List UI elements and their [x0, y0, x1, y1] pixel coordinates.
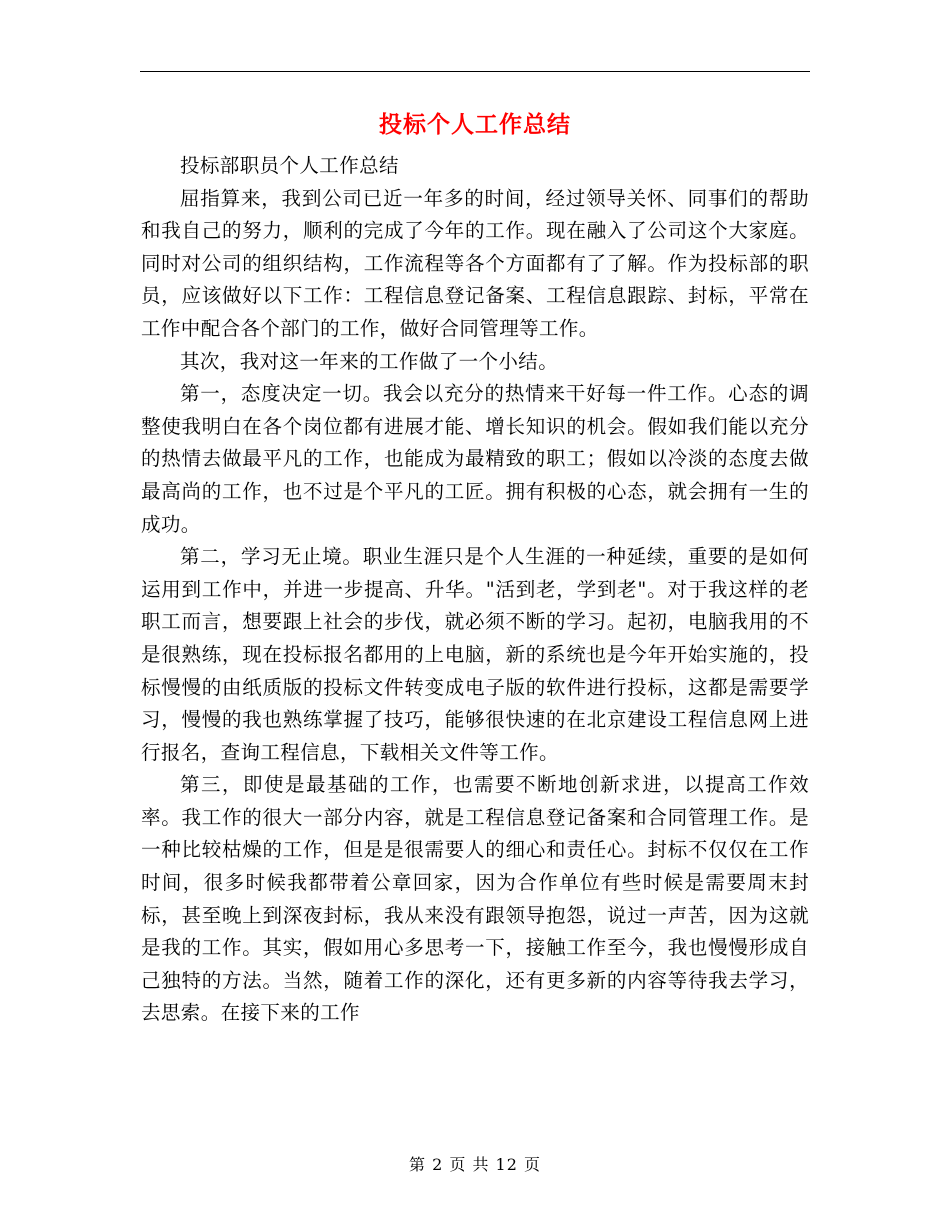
paragraph-point-one: 第一，态度决定一切。我会以充分的热情来干好每一件工作。心态的调整使我明白在各个岗位都有进展才能、增长知识的机会。假如我们能以充分的热情去做最平凡的工作，也能成为最精致的职工；假如以冷淡的态度去做最高尚的工作，也不过是个平凡的工匠。拥有积极的心态，就会拥有一生的成功。 [141, 382, 809, 536]
header-rule [140, 71, 810, 72]
page-number-footer: 第 2 页 共 12 页 [409, 1155, 541, 1174]
paragraph-summary-lead: 其次，我对这一年来的工作做了一个小结。 [180, 349, 559, 373]
document-body [141, 150, 809, 1030]
paragraph-point-three: 第三，即使是最基础的工作，也需要不断地创新求进，以提高工作效率。我工作的很大一部分内容，就是工程信息登记备案和合同管理工作。是一种比较枯燥的工作，但是是很需要人的细心和责任心。封标不仅仅在工作时间，很多时候我都带着公章回家，因为合作单位有些时候是需要周末封标，甚至晚上到深夜封标，我从来没有跟领导抱怨，说过一声苦，因为这就是我的工作。其实，假如用心多思考一下，接触工作至今，我也慢慢形成自己独特的方法。当然，随着工作的深化，还有更多新的内容等待我去学习，去思索。在接下来的工作 [141, 773, 809, 1025]
paragraph-subtitle: 投标部职员个人工作总结 [180, 154, 399, 177]
paragraph-point-two: 第二，学习无止境。职业生涯只是个人生涯的一种延续，重要的是如何运用到工作中，并进一步提高、升华。"活到老，学到老"。对于我这样的老职工而言，想要跟上社会的步伐，就必须不断的学习。起初，电脑我用的不是很熟练，现在投标报名都用的上电脑，新的系统也是今年开始实施的，投标慢慢的由纸质版的投标文件转变成电子版的软件进行投标，这都是需要学习，慢慢的我也熟练掌握了技巧，能够很快速的在北京建设工程信息网上进行报名，查询工程信息，下载相关文件等工作。 [141, 545, 809, 764]
paragraph-intro: 屈指算来，我到公司已近一年多的时间，经过领导关怀、同事们的帮助和我自己的努力，顺利的完成了今年的工作。现在融入了公司这个大家庭。同时对公司的组织结构，工作流程等各个方面都有了了解。作为投标部的职员，应该做好以下工作：工程信息登记备案、工程信息跟踪、封标，平常在工作中配合各个部门的工作，做好合同管理等工作。 [141, 186, 809, 340]
document-title: 投标个人工作总结 [379, 111, 571, 138]
